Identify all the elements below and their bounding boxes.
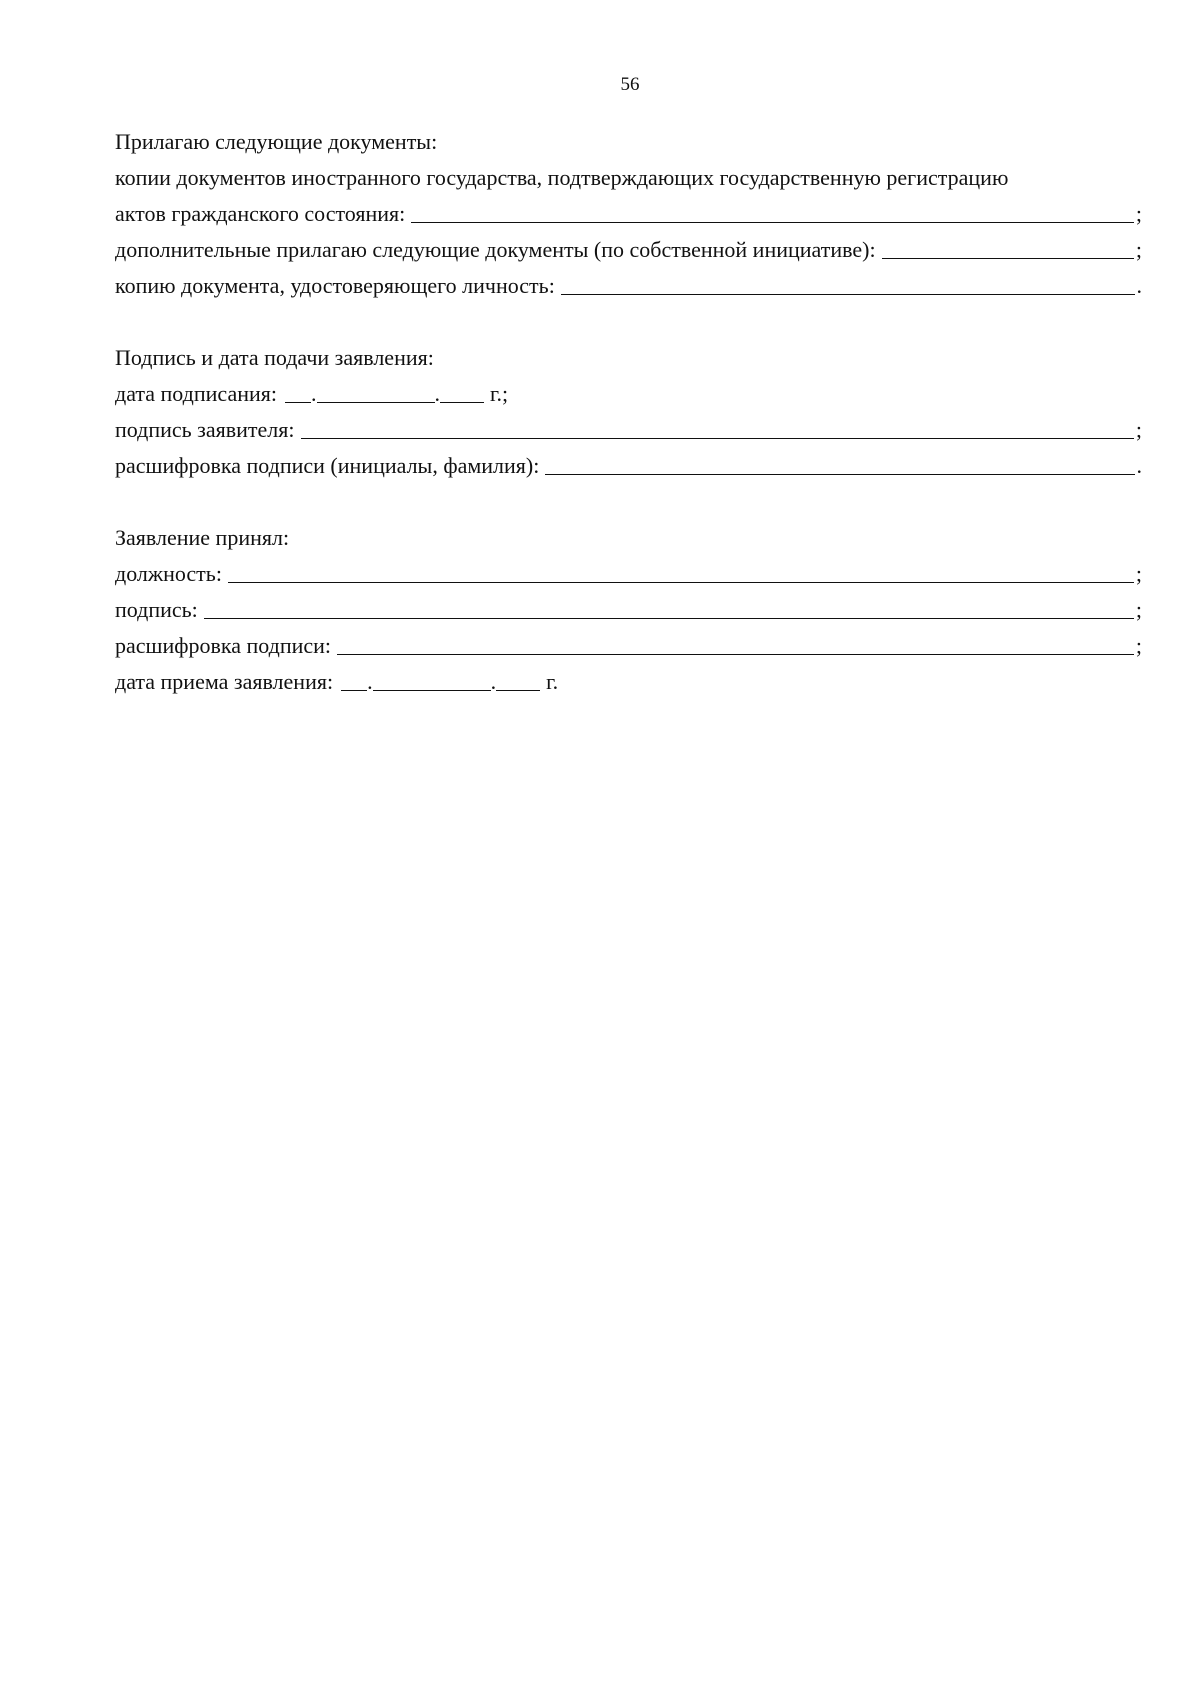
official-decode-blank-field[interactable] — [337, 654, 1134, 655]
receipt-year-suffix: г. — [546, 669, 559, 694]
position-label: должность: — [115, 561, 222, 586]
official-decode-label: расшифровка подписи: — [115, 633, 332, 658]
civil-acts-label: актов гражданского состояния: — [115, 201, 406, 226]
signature-heading-line — [115, 340, 1142, 376]
receipt-date-line — [115, 664, 1142, 700]
applicant-decode-label: расшифровка подписи (инициалы, фамилия): — [115, 453, 540, 478]
id-copy-end: . — [1136, 273, 1142, 298]
position-end: ; — [1135, 561, 1142, 586]
attachments-line-3 — [115, 232, 1142, 268]
attachments-heading: Прилагаю следующие документы: — [115, 129, 438, 154]
form-content — [115, 124, 1142, 700]
signing-year-field[interactable] — [440, 402, 484, 403]
foreign-docs-text: копии документов иностранного государства, подтверждающих государственную регистрацию — [115, 165, 1009, 190]
civil-acts-end: ; — [1135, 201, 1142, 226]
signature-heading: Подпись и дата подачи заявления: — [115, 345, 434, 370]
section-gap — [115, 304, 1142, 340]
section-gap — [115, 484, 1142, 520]
applicant-signature-label: подпись заявителя: — [115, 417, 295, 442]
receipt-year-field[interactable] — [496, 690, 540, 691]
signing-date-dot-2: . — [434, 381, 440, 406]
page-number: 56 — [620, 74, 640, 95]
civil-acts-blank-field[interactable] — [411, 222, 1134, 223]
applicant-decode-line — [115, 448, 1142, 484]
applicant-signature-end: ; — [1135, 417, 1142, 442]
attachments-line-4 — [115, 268, 1142, 304]
official-signature-blank-field[interactable] — [204, 618, 1134, 619]
signing-day-field[interactable] — [285, 402, 311, 403]
signing-month-field[interactable] — [317, 402, 435, 403]
applicant-signature-blank-field[interactable] — [301, 438, 1134, 439]
applicant-decode-blank-field[interactable] — [545, 474, 1134, 475]
official-decode-line — [115, 628, 1142, 664]
signing-date-label: дата подписания: — [115, 381, 277, 406]
additional-docs-blank-field[interactable] — [882, 258, 1134, 259]
official-signature-end: ; — [1135, 597, 1142, 622]
position-blank-field[interactable] — [228, 582, 1134, 583]
official-signature-line — [115, 592, 1142, 628]
attachments-heading-line — [115, 124, 1142, 160]
signing-date-line — [115, 376, 1142, 412]
attachments-line-2 — [115, 196, 1142, 232]
id-copy-blank-field[interactable] — [561, 294, 1135, 295]
accepted-heading: Заявление принял: — [115, 525, 290, 550]
receipt-date-label: дата приема заявления: — [115, 669, 334, 694]
position-line — [115, 556, 1142, 592]
signing-year-suffix: г.; — [490, 381, 509, 406]
id-copy-label: копию документа, удостоверяющего личность: — [115, 273, 555, 298]
applicant-decode-end: . — [1136, 453, 1142, 478]
additional-docs-end: ; — [1135, 237, 1142, 262]
additional-docs-label: дополнительные прилагаю следующие документы (по собственной инициативе): — [115, 237, 876, 262]
official-decode-end: ; — [1135, 633, 1142, 658]
receipt-month-field[interactable] — [373, 690, 491, 691]
receipt-date-dot-2: . — [490, 669, 497, 694]
signing-date-dot-1: . — [311, 381, 317, 406]
receipt-day-field[interactable] — [341, 690, 367, 691]
receipt-date-dot-1: . — [367, 669, 373, 694]
attachments-line-1 — [115, 160, 1142, 196]
accepted-heading-line — [115, 520, 1142, 556]
applicant-signature-line — [115, 412, 1142, 448]
official-signature-label: подпись: — [115, 597, 198, 622]
